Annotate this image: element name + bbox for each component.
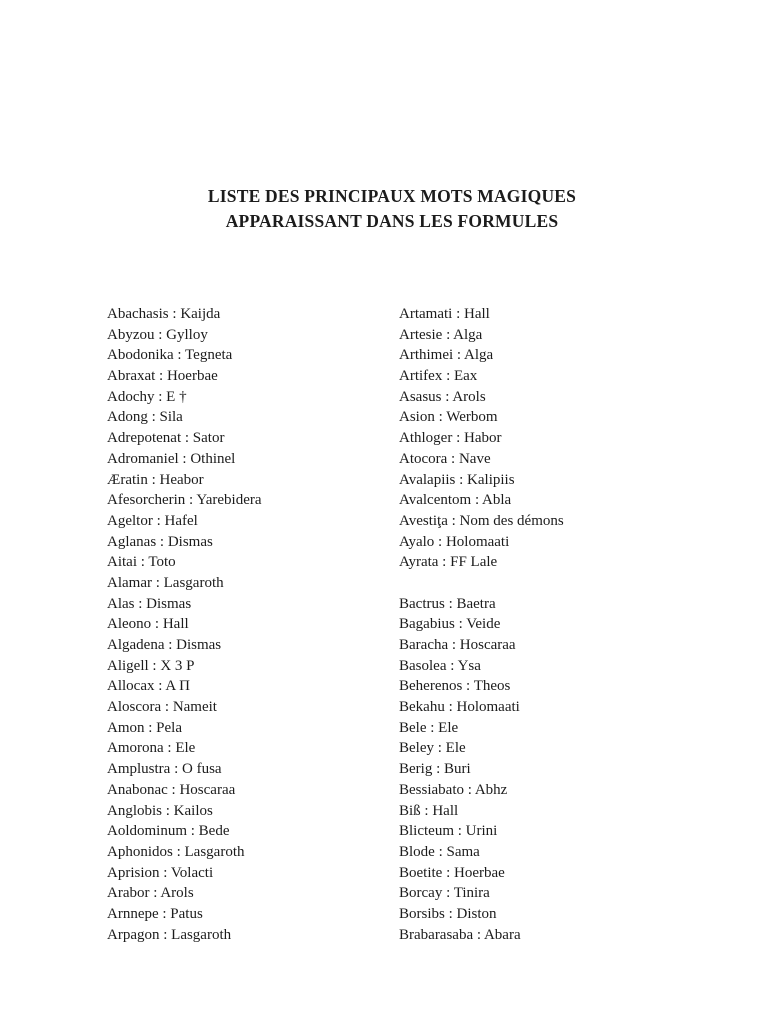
word-entry: Artifex : Eax (399, 368, 478, 385)
word-entry: Anabonac : Hoscaraa (107, 781, 236, 798)
left-word-column (107, 304, 367, 945)
word-entry: Algadena : Dismas (107, 637, 222, 653)
word-entry: Adromaniel : Othinel (107, 450, 236, 467)
word-entry: Aleono : Hall (107, 616, 189, 633)
word-entry: Atocora : Nave (399, 450, 491, 467)
word-entry: Adong : Sila (107, 409, 183, 426)
word-entry: Arthimei : Alga (399, 347, 494, 364)
word-entry: Biß : Hall (399, 802, 459, 819)
word-entry: Aitai : Toto (107, 554, 176, 571)
word-entry: Borcay : Tinira (399, 885, 490, 902)
word-entry: Abachasis : Kaijda (107, 306, 221, 322)
right-word-column (399, 304, 699, 945)
word-entry (399, 573, 699, 594)
word-entry: Amon : Pela (107, 719, 182, 736)
word-entry: Asion : Werbom (399, 409, 498, 426)
word-entry: Ayrata : FF Lale (399, 554, 498, 571)
word-entry: Arabor : Arols (107, 885, 194, 902)
word-entry: Blicteum : Urini (399, 823, 498, 840)
word-entry: Berig : Buri (399, 761, 471, 778)
word-entry: Arpagon : Lasgaroth (107, 926, 232, 943)
word-entry: Bagabius : Veide (399, 616, 501, 633)
word-entry: Amplustra : O fusa (107, 761, 222, 778)
word-entry: Bekahu : Holomaati (399, 699, 520, 716)
word-entry: Abyzou : Gylloy (107, 326, 208, 343)
word-entry: Ayalo : Holomaati (399, 533, 510, 550)
word-entry: Abodonika : Tegneta (107, 347, 233, 364)
word-entry: Artamati : Hall (399, 306, 490, 322)
word-entry: Bessiabato : Abhz (399, 781, 508, 798)
word-entry: Beley : Ele (399, 740, 466, 757)
word-entry: Avalcentom : Abla (399, 492, 512, 509)
word-entry: Aglanas : Dismas (107, 533, 213, 550)
word-entry: Aloscora : Nameit (107, 699, 217, 716)
word-entry: Alas : Dismas (107, 595, 192, 612)
title-line-2: APPARAISSANT DANS LES FORMULES (225, 211, 559, 231)
word-entry: Æratin : Heabor (107, 471, 204, 488)
word-entry: Basolea : Ysa (399, 657, 481, 674)
word-entry: Aphonidos : Lasgaroth (107, 843, 245, 860)
word-entry: Beherenos : Theos (399, 678, 511, 695)
word-entry: Anglobis : Kailos (107, 802, 213, 819)
word-entry: Abraxat : Hoerbae (107, 368, 218, 385)
word-entry: Bele : Ele (399, 719, 459, 736)
word-entry: Athloger : Habor (399, 430, 502, 447)
word-entry: Amorona : Ele (107, 740, 196, 757)
word-entry: Boetite : Hoerbae (399, 864, 505, 881)
word-entry: Baracha : Hoscaraa (399, 637, 516, 653)
word-entry: Aprision : Volacti (107, 864, 214, 881)
word-entry: Borsibs : Diston (399, 905, 497, 922)
word-entry: Artesie : Alga (399, 326, 483, 343)
word-entry: Allocax : A Π (107, 678, 190, 695)
word-entry: Adochy : E † (107, 388, 187, 405)
word-entry: Asasus : Arols (399, 388, 486, 405)
word-entry: Bactrus : Baetra (399, 595, 496, 612)
word-entry: Aligell : X 3 P (107, 657, 195, 674)
word-entry: Brabarasaba : Abara (399, 926, 521, 943)
page-title (0, 184, 768, 234)
word-entry: Blode : Sama (399, 843, 480, 860)
word-entry: Avestiţa : Nom des démons (399, 512, 564, 529)
word-entry: Arnnepe : Patus (107, 905, 203, 922)
word-entry: Afesorcherin : Yarebidera (107, 492, 262, 509)
word-entry: Aoldominum : Bede (107, 823, 230, 840)
word-entry: Adrepotenat : Sator (107, 430, 225, 447)
word-entry: Alamar : Lasgaroth (107, 574, 224, 591)
title-line-1: LISTE DES PRINCIPAUX MOTS MAGIQUES (207, 186, 577, 206)
word-entry: Ageltor : Hafel (107, 512, 198, 529)
word-entry: Avalapiis : Kalipiis (399, 471, 515, 488)
